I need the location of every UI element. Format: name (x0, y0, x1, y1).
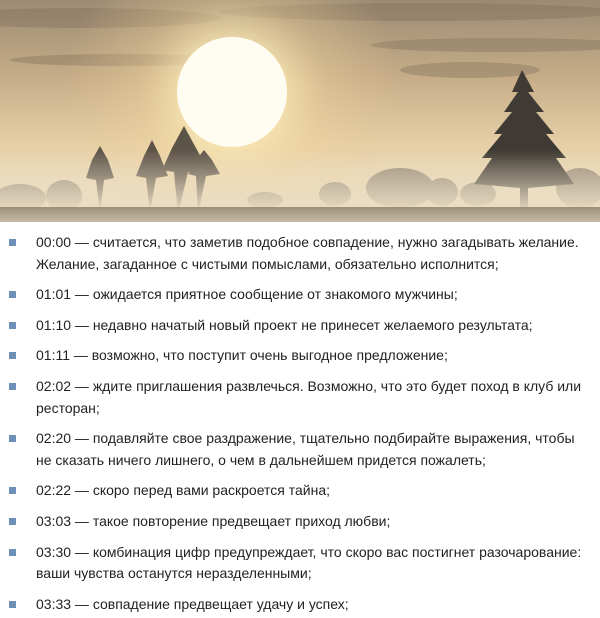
list-item-text: 01:01 — ожидается приятное сообщение от знакомого мужчины; (36, 286, 458, 303)
repeating-time-meanings-list (0, 222, 600, 615)
list-item-text: 00:00 — считается, что заметив подобное совпадение, нужно загадывать желание. Желание, загаданное с чистыми помыслами, обязательно исполнится; (36, 234, 579, 272)
list-item-text: 02:22 — скоро перед вами раскроется тайна; (36, 482, 331, 499)
list-item-text: 03:33 — совпадение предвещает удачу и успех; (36, 595, 349, 612)
square-bullet-icon (9, 352, 16, 359)
list-item (0, 345, 600, 367)
list-item-text: 03:30 — комбинация цифр предупреждает, что скоро вас постигнет разочарование: ваши чувства останутся неразделенными; (36, 543, 582, 582)
sunrise-illustration (0, 0, 600, 222)
sun-icon (177, 37, 287, 147)
list-item-text: 01:10 — недавно начатый новый проект не принесет желаемого результата; (36, 316, 533, 333)
list-item-text: 02:20 — подавляйте свое раздражение, тщательно подбирайте выражения, чтобы не сказать ничего лишнего, о чем в дальнейшем придется пожалеть; (36, 430, 575, 468)
list-item (0, 232, 600, 275)
square-bullet-icon (9, 487, 16, 494)
list-item (0, 480, 600, 502)
list-item-text: 01:11 — возможно, что поступит очень выгодное предложение; (36, 347, 448, 364)
field-ground (0, 207, 600, 222)
square-bullet-icon (9, 518, 16, 525)
square-bullet-icon (9, 291, 16, 298)
list-item (0, 376, 600, 419)
list-item (0, 428, 600, 471)
square-bullet-icon (9, 239, 16, 246)
square-bullet-icon (9, 435, 16, 442)
list-item (0, 511, 600, 533)
sunrise-landscape-image (0, 0, 600, 222)
square-bullet-icon (9, 322, 16, 329)
list-item (0, 594, 600, 616)
square-bullet-icon (9, 601, 16, 608)
list-item (0, 542, 600, 585)
square-bullet-icon (9, 383, 16, 390)
list-item-text: 03:03 — такое повторение предвещает приход любви; (36, 512, 391, 529)
list-item-text: 02:02 — ждите приглашения развлечься. Возможно, что это будет поход в клуб или ресторан; (36, 377, 582, 416)
list-item (0, 315, 600, 337)
square-bullet-icon (9, 549, 16, 556)
list-item (0, 284, 600, 306)
